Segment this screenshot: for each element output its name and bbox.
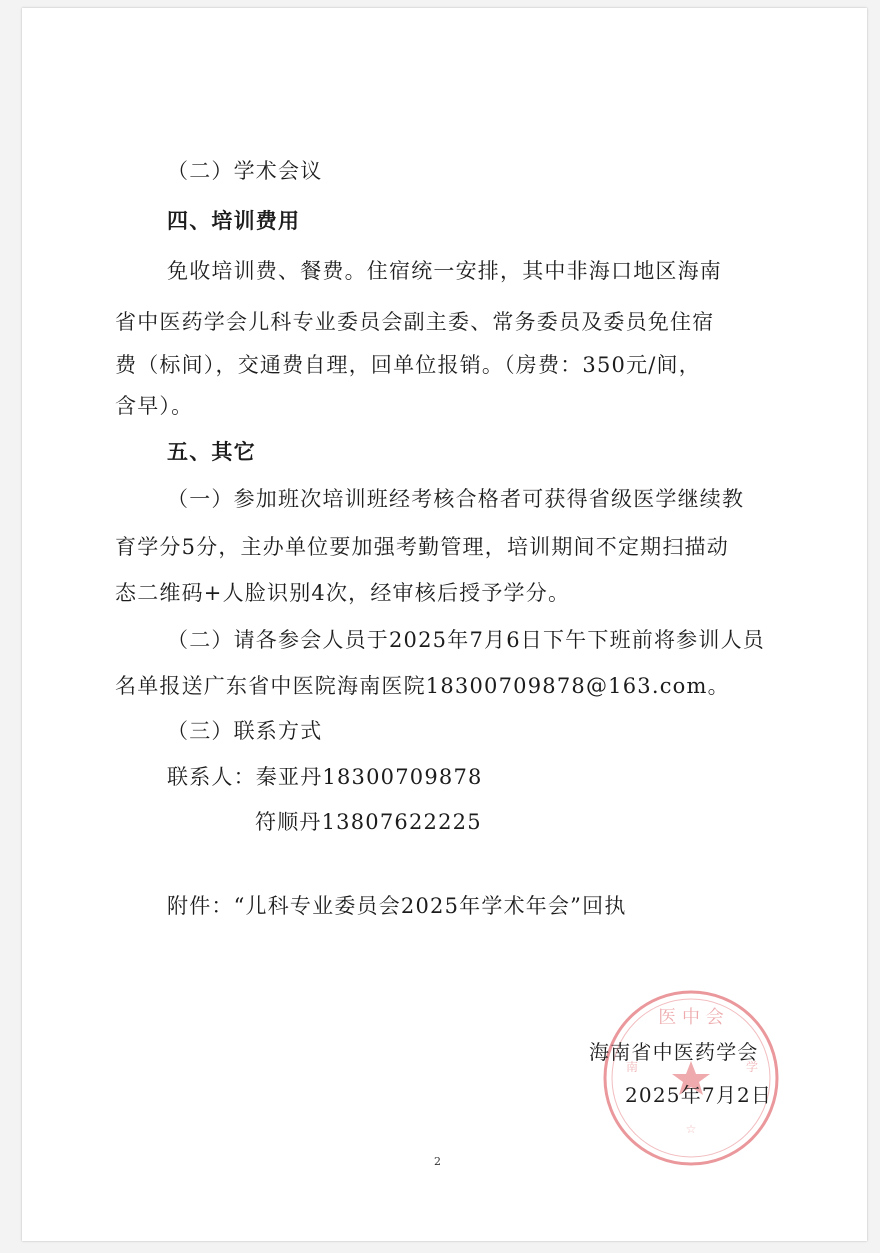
paragraph-line: 名单报送广东省中医院海南医院18300709878@163.com。 — [115, 674, 730, 698]
section-heading: 五、其它 — [167, 439, 256, 464]
paragraph-line: 态二维码+人脸识别4次，经审核后授予学分。 — [115, 581, 571, 605]
paragraph-line: 免收培训费、餐费。住宿统一安排，其中非海口地区海南 — [167, 259, 722, 283]
document-page — [22, 8, 867, 1241]
svg-text:学: 学 — [746, 1060, 759, 1074]
attachment-note: 附件：“儿科专业委员会2025年学术年会”回执 — [167, 894, 627, 918]
signature-organization: 海南省中医药学会 — [589, 1040, 759, 1064]
contact-line: 符顺丹13807622225 — [255, 810, 482, 834]
page-number: 2 — [434, 1155, 441, 1168]
seal-stamp — [596, 983, 786, 1173]
contact-line: 联系人：秦亚丹18300709878 — [167, 765, 483, 789]
paragraph-line: 省中医药学会儿科专业委员会副主委、常务委员及委员免住宿 — [115, 310, 715, 334]
paragraph-line: （二）请各参会人员于2025年7月6日下午下班前将参训人员 — [167, 628, 765, 652]
subsection-heading: （三）联系方式 — [167, 719, 323, 743]
paragraph-line: （一）参加班次培训班经考核合格者可获得省级医学继续教 — [167, 487, 745, 511]
section-heading: 四、培训费用 — [167, 208, 301, 233]
svg-text:☆: ☆ — [685, 1122, 697, 1136]
paragraph-line: 含早）。 — [115, 394, 194, 418]
paragraph-line: 育学分5分，主办单位要加强考勤管理，培训期间不定期扫描动 — [115, 535, 729, 559]
subsection-heading: （二）学术会议 — [167, 159, 323, 183]
svg-text:南: 南 — [626, 1060, 639, 1074]
paragraph-line: 费（标间），交通费自理，回单位报销。（房费：350元/间， — [115, 353, 701, 377]
signature-date: 2025年7月2日 — [625, 1083, 773, 1107]
svg-text:医 中 会: 医 中 会 — [658, 1007, 724, 1028]
